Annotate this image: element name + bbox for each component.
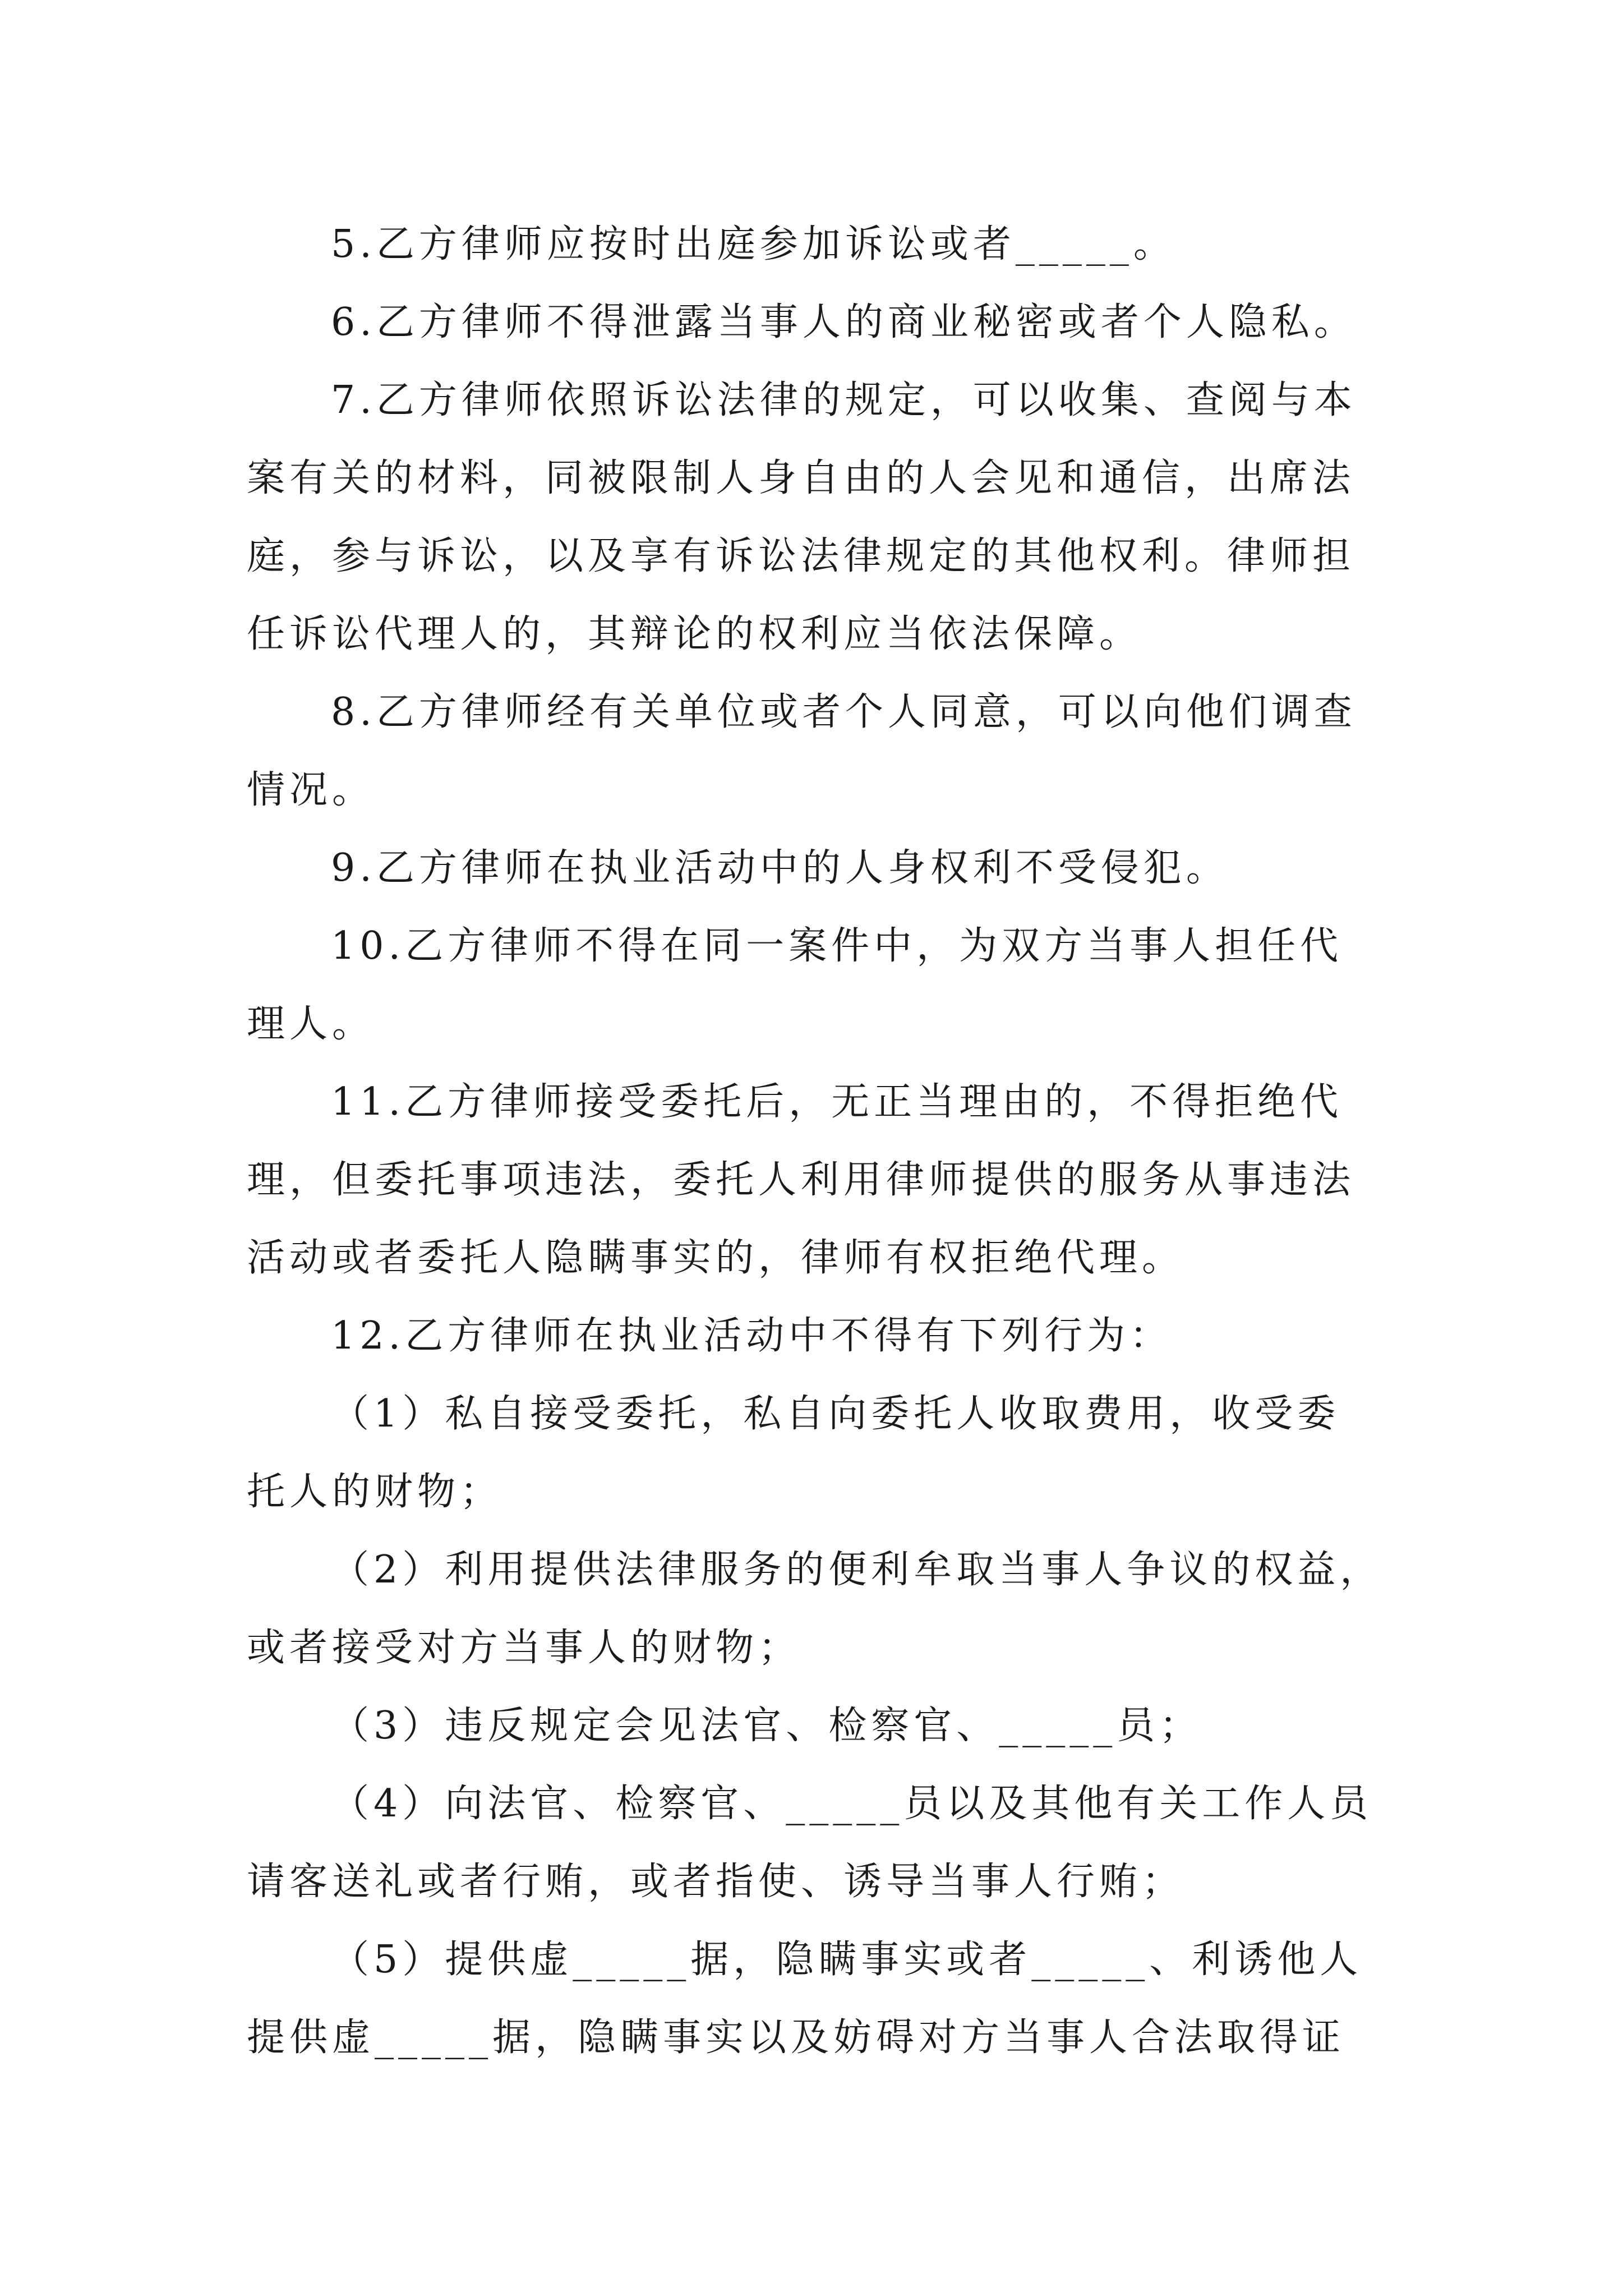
paragraph-line: 任诉讼代理人的，其辩论的权利应当依法保障。 [247, 612, 1142, 656]
paragraph-line: 案有关的材料，同被限制人身自由的人会见和通信，出席法 [247, 456, 1355, 500]
paragraph-line: 10.乙方律师不得在同一案件中，为双方当事人担任代 [331, 924, 1343, 968]
paragraph-line: 庭，参与诉讼，以及享有诉讼法律规定的其他权利。律师担 [247, 534, 1355, 578]
paragraph-line: （3）违反规定会见法官、检察官、_____员； [331, 1704, 1202, 1748]
paragraph-line: （2）利用提供法律服务的便利牟取当事人争议的权益， [331, 1548, 1383, 1592]
paragraph-line: （4）向法官、检察官、_____员以及其他有关工作人员 [331, 1782, 1373, 1826]
paragraph-line: 理人。 [247, 1002, 375, 1046]
paragraph-line: 12.乙方律师在执业活动中不得有下列行为： [331, 1314, 1173, 1358]
paragraph-line: 8.乙方律师经有关单位或者个人同意，可以向他们调查 [331, 690, 1357, 734]
paragraph-line: 7.乙方律师依照诉讼法律的规定，可以收集、查阅与本 [331, 378, 1357, 422]
paragraph-line: 情况。 [247, 768, 375, 812]
paragraph-line: （1）私自接受委托，私自向委托人收取费用，收受委 [331, 1392, 1340, 1436]
paragraph-line: 或者接受对方当事人的财物； [247, 1626, 801, 1670]
paragraph-line: 托人的财物； [247, 1470, 503, 1514]
paragraph-line: 请客送礼或者行贿，或者指使、诱导当事人行贿； [247, 1860, 1185, 1904]
paragraph-line: 活动或者委托人隐瞒事实的，律师有权拒绝代理。 [247, 1236, 1185, 1280]
paragraph-line: 11.乙方律师接受委托后，无正当理由的，不得拒绝代 [331, 1080, 1343, 1124]
paragraph-line: 5.乙方律师应按时出庭参加诉讼或者_____。 [331, 222, 1176, 266]
paragraph-line: 6.乙方律师不得泄露当事人的商业秘密或者个人隐私。 [331, 300, 1357, 344]
paragraph-line: （5）提供虚_____据，隐瞒事实或者_____、利诱他人 [331, 1938, 1363, 1982]
paragraph-line: 理，但委托事项违法，委托人利用律师提供的服务从事违法 [247, 1158, 1355, 1202]
paragraph-line: 提供虚_____据，隐瞒事实以及妨碍对方当事人合法取得证 [247, 2016, 1345, 2060]
paragraph-line: 9.乙方律师在执业活动中的人身权利不受侵犯。 [331, 846, 1229, 890]
